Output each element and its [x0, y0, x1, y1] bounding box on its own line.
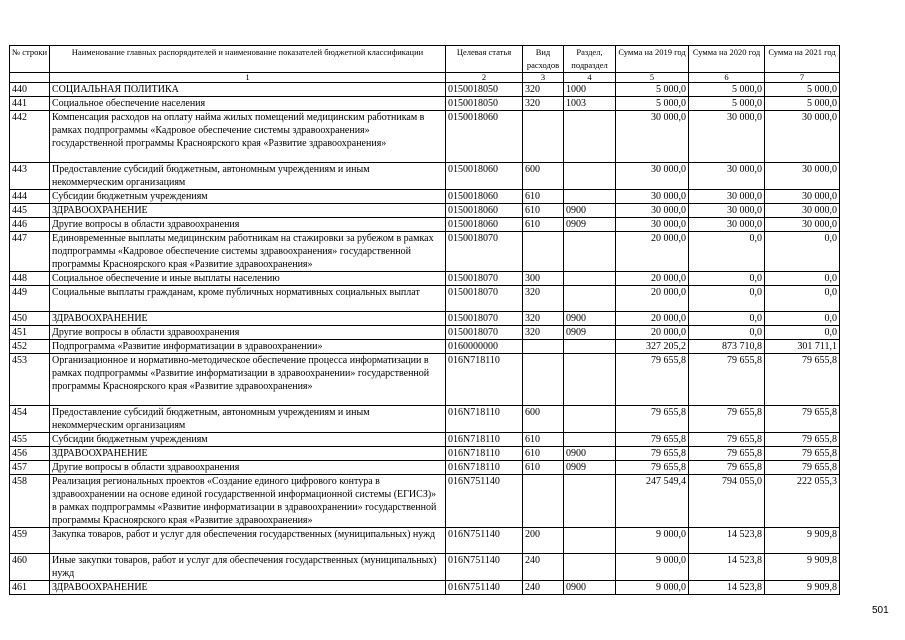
table-row — [10, 340, 840, 354]
sum-2019: 20 000,0 — [616, 312, 689, 326]
section — [564, 406, 616, 433]
section — [564, 554, 616, 581]
table-row — [10, 354, 840, 406]
row-number: 456 — [10, 447, 50, 461]
header-cell: № строки — [10, 46, 50, 73]
table-row — [10, 83, 840, 97]
header-cell: Сумма на 2021 год — [765, 46, 840, 73]
sum-2021: 79 655,8 — [765, 354, 840, 406]
sum-2019: 20 000,0 — [616, 286, 689, 312]
section: 1003 — [564, 97, 616, 111]
sum-2020: 0,0 — [689, 286, 765, 312]
column-index-row — [10, 73, 840, 83]
row-number: 451 — [10, 326, 50, 340]
expense-type — [523, 340, 564, 354]
target-article: 0150018050 — [446, 83, 523, 97]
sum-2021: 0,0 — [765, 326, 840, 340]
sum-2020: 30 000,0 — [689, 204, 765, 218]
row-name: Субсидии бюджетным учреждениям — [50, 433, 446, 447]
row-name: ЗДРАВООХРАНЕНИЕ — [50, 312, 446, 326]
expense-type — [523, 475, 564, 528]
section: 0909 — [564, 461, 616, 475]
index-cell: 1 — [50, 73, 446, 83]
sum-2019: 9 000,0 — [616, 581, 689, 595]
section — [564, 475, 616, 528]
table-row — [10, 190, 840, 204]
sum-2021: 222 055,3 — [765, 475, 840, 528]
sum-2019: 9 000,0 — [616, 554, 689, 581]
target-article: 0150018060 — [446, 218, 523, 232]
sum-2019: 79 655,8 — [616, 433, 689, 447]
target-article: 0150018070 — [446, 272, 523, 286]
sum-2019: 79 655,8 — [616, 461, 689, 475]
header-cell: Целевая статья — [446, 46, 523, 73]
table-row — [10, 111, 840, 163]
sum-2021: 0,0 — [765, 286, 840, 312]
sum-2021: 30 000,0 — [765, 204, 840, 218]
sum-2019: 30 000,0 — [616, 190, 689, 204]
sum-2019: 79 655,8 — [616, 354, 689, 406]
sum-2021: 79 655,8 — [765, 433, 840, 447]
target-article: 016N751140 — [446, 581, 523, 595]
header-cell: Наименование главных распорядителей и наименование показателей бюджетной классификации — [50, 46, 446, 73]
sum-2020: 79 655,8 — [689, 406, 765, 433]
sum-2020: 30 000,0 — [689, 111, 765, 163]
row-number: 444 — [10, 190, 50, 204]
sum-2021: 9 909,8 — [765, 528, 840, 554]
row-number: 458 — [10, 475, 50, 528]
target-article: 0150018070 — [446, 286, 523, 312]
row-number: 450 — [10, 312, 50, 326]
target-article: 0150018060 — [446, 163, 523, 190]
expense-type: 610 — [523, 447, 564, 461]
expense-type: 300 — [523, 272, 564, 286]
row-number: 446 — [10, 218, 50, 232]
sum-2019: 30 000,0 — [616, 111, 689, 163]
row-name: Предоставление субсидий бюджетным, автономным учреждениям и иным некоммерческим организациям — [50, 163, 446, 190]
target-article: 0150018060 — [446, 111, 523, 163]
sum-2021: 0,0 — [765, 312, 840, 326]
row-name: Закупка товаров, работ и услуг для обеспечения государственных (муниципальных) нужд — [50, 528, 446, 554]
budget-table — [9, 45, 840, 595]
sum-2020: 79 655,8 — [689, 354, 765, 406]
target-article: 016N751140 — [446, 554, 523, 581]
expense-type: 320 — [523, 312, 564, 326]
table-row — [10, 528, 840, 554]
expense-type: 600 — [523, 406, 564, 433]
row-name: Другие вопросы в области здравоохранения — [50, 326, 446, 340]
sum-2021: 30 000,0 — [765, 163, 840, 190]
sum-2019: 30 000,0 — [616, 204, 689, 218]
sum-2020: 79 655,8 — [689, 433, 765, 447]
row-name: Реализация региональных проектов «Создание единого цифрового контура в здравоохранении на основе единой государственной информационной системы (ЕГИСЗ)» в рамках подпрограммы «Развитие информатизации в здравоохранении» государственной программы Красноярского края «Развитие здравоохранения» — [50, 475, 446, 528]
row-name: Единовременные выплаты медицинским работникам на стажировки за рубежом в рамках подпрограммы «Кадровое обеспечение системы здравоохранения» государственной программы Красноярского края «Развитие здравоохранения» — [50, 232, 446, 272]
header-cell: Сумма на 2019 год — [616, 46, 689, 73]
header-cell: Сумма на 2020 год — [689, 46, 765, 73]
table-row — [10, 326, 840, 340]
index-cell: 5 — [616, 73, 689, 83]
table-row — [10, 286, 840, 312]
sum-2020: 794 055,0 — [689, 475, 765, 528]
row-name: Другие вопросы в области здравоохранения — [50, 218, 446, 232]
table-row — [10, 218, 840, 232]
sum-2020: 0,0 — [689, 326, 765, 340]
row-number: 461 — [10, 581, 50, 595]
sum-2021: 9 909,8 — [765, 554, 840, 581]
expense-type: 240 — [523, 581, 564, 595]
row-number: 455 — [10, 433, 50, 447]
sum-2019: 20 000,0 — [616, 232, 689, 272]
table-row — [10, 581, 840, 595]
section — [564, 111, 616, 163]
header-cell: Раздел, подраздел — [564, 46, 616, 73]
table-row — [10, 475, 840, 528]
row-name: ЗДРАВООХРАНЕНИЕ — [50, 447, 446, 461]
row-name: Другие вопросы в области здравоохранения — [50, 461, 446, 475]
target-article: 0160000000 — [446, 340, 523, 354]
sum-2021: 0,0 — [765, 272, 840, 286]
row-number: 453 — [10, 354, 50, 406]
row-number: 460 — [10, 554, 50, 581]
sum-2020: 0,0 — [689, 312, 765, 326]
section — [564, 286, 616, 312]
row-name: ЗДРАВООХРАНЕНИЕ — [50, 581, 446, 595]
row-number: 447 — [10, 232, 50, 272]
table-row — [10, 163, 840, 190]
section — [564, 163, 616, 190]
target-article: 0150018070 — [446, 326, 523, 340]
table-row — [10, 312, 840, 326]
index-cell — [10, 73, 50, 83]
row-name: Организационное и нормативно-методическое обеспечение процесса информатизации в рамках подпрограммы «Развитие информатизации в здравоохранении» государственной программы Красноярского края «Развитие здравоохранения» — [50, 354, 446, 406]
row-name: Подпрограмма «Развитие информатизации в здравоохранении» — [50, 340, 446, 354]
row-number: 457 — [10, 461, 50, 475]
sum-2021: 5 000,0 — [765, 83, 840, 97]
expense-type: 610 — [523, 204, 564, 218]
sum-2019: 247 549,4 — [616, 475, 689, 528]
row-name: Компенсация расходов на оплату найма жилых помещений медицинским работникам в рамках подпрограммы «Кадровое обеспечение системы здравоохранения» государственной программы Красноярского края «Развитие здравоохранения» — [50, 111, 446, 163]
section: 0900 — [564, 581, 616, 595]
table-row — [10, 433, 840, 447]
sum-2020: 30 000,0 — [689, 218, 765, 232]
expense-type: 320 — [523, 326, 564, 340]
target-article: 016N718110 — [446, 447, 523, 461]
target-article: 0150018070 — [446, 232, 523, 272]
section — [564, 433, 616, 447]
index-cell: 3 — [523, 73, 564, 83]
row-number: 440 — [10, 83, 50, 97]
table-row — [10, 272, 840, 286]
sum-2021: 0,0 — [765, 232, 840, 272]
expense-type: 610 — [523, 190, 564, 204]
sum-2019: 9 000,0 — [616, 528, 689, 554]
sum-2020: 79 655,8 — [689, 447, 765, 461]
index-cell: 6 — [689, 73, 765, 83]
sum-2019: 5 000,0 — [616, 83, 689, 97]
header-row — [10, 46, 840, 73]
expense-type: 610 — [523, 218, 564, 232]
row-number: 441 — [10, 97, 50, 111]
target-article: 0150018050 — [446, 97, 523, 111]
target-article: 016N718110 — [446, 433, 523, 447]
section — [564, 232, 616, 272]
sum-2019: 327 205,2 — [616, 340, 689, 354]
sum-2019: 79 655,8 — [616, 406, 689, 433]
section — [564, 272, 616, 286]
target-article: 016N751140 — [446, 528, 523, 554]
expense-type: 610 — [523, 461, 564, 475]
target-article: 016N718110 — [446, 406, 523, 433]
sum-2019: 20 000,0 — [616, 272, 689, 286]
table-row — [10, 554, 840, 581]
sum-2021: 79 655,8 — [765, 406, 840, 433]
sum-2020: 5 000,0 — [689, 83, 765, 97]
row-number: 452 — [10, 340, 50, 354]
expense-type: 200 — [523, 528, 564, 554]
row-number: 443 — [10, 163, 50, 190]
row-number: 459 — [10, 528, 50, 554]
sum-2021: 9 909,8 — [765, 581, 840, 595]
sum-2021: 5 000,0 — [765, 97, 840, 111]
expense-type: 320 — [523, 83, 564, 97]
row-number: 448 — [10, 272, 50, 286]
section — [564, 528, 616, 554]
sum-2021: 79 655,8 — [765, 447, 840, 461]
row-name: Социальное обеспечение и иные выплаты населению — [50, 272, 446, 286]
index-cell: 4 — [564, 73, 616, 83]
row-name: Субсидии бюджетным учреждениям — [50, 190, 446, 204]
section — [564, 354, 616, 406]
section: 0900 — [564, 204, 616, 218]
expense-type: 320 — [523, 97, 564, 111]
expense-type — [523, 111, 564, 163]
sum-2019: 30 000,0 — [616, 163, 689, 190]
target-article: 0150018060 — [446, 190, 523, 204]
sum-2021: 79 655,8 — [765, 461, 840, 475]
target-article: 016N718110 — [446, 354, 523, 406]
section: 0909 — [564, 326, 616, 340]
sum-2019: 20 000,0 — [616, 326, 689, 340]
sum-2020: 5 000,0 — [689, 97, 765, 111]
page-number: 501 — [872, 605, 889, 616]
row-number: 442 — [10, 111, 50, 163]
expense-type — [523, 232, 564, 272]
index-cell: 2 — [446, 73, 523, 83]
sum-2020: 30 000,0 — [689, 163, 765, 190]
target-article: 016N718110 — [446, 461, 523, 475]
sum-2020: 14 523,8 — [689, 554, 765, 581]
header-cell: Вид расходов — [523, 46, 564, 73]
sum-2019: 79 655,8 — [616, 447, 689, 461]
target-article: 0150018070 — [446, 312, 523, 326]
index-cell: 7 — [765, 73, 840, 83]
row-number: 454 — [10, 406, 50, 433]
table-row — [10, 232, 840, 272]
table-row — [10, 97, 840, 111]
row-name: СОЦИАЛЬНАЯ ПОЛИТИКА — [50, 83, 446, 97]
sum-2021: 301 711,1 — [765, 340, 840, 354]
sum-2020: 0,0 — [689, 272, 765, 286]
sum-2019: 30 000,0 — [616, 218, 689, 232]
sum-2020: 873 710,8 — [689, 340, 765, 354]
row-name: Социальное обеспечение населения — [50, 97, 446, 111]
sum-2021: 30 000,0 — [765, 190, 840, 204]
sum-2020: 14 523,8 — [689, 581, 765, 595]
sum-2021: 30 000,0 — [765, 111, 840, 163]
sum-2020: 79 655,8 — [689, 461, 765, 475]
table-row — [10, 406, 840, 433]
table-row — [10, 461, 840, 475]
expense-type: 240 — [523, 554, 564, 581]
expense-type: 600 — [523, 163, 564, 190]
expense-type: 320 — [523, 286, 564, 312]
row-name: ЗДРАВООХРАНЕНИЕ — [50, 204, 446, 218]
row-number: 449 — [10, 286, 50, 312]
section: 0900 — [564, 312, 616, 326]
section: 0900 — [564, 447, 616, 461]
section — [564, 190, 616, 204]
row-name: Предоставление субсидий бюджетным, автономным учреждениям и иным некоммерческим организациям — [50, 406, 446, 433]
table-row — [10, 447, 840, 461]
expense-type: 610 — [523, 433, 564, 447]
row-name: Иные закупки товаров, работ и услуг для обеспечения государственных (муниципальных) нужд — [50, 554, 446, 581]
sum-2020: 30 000,0 — [689, 190, 765, 204]
row-number: 445 — [10, 204, 50, 218]
target-article: 016N751140 — [446, 475, 523, 528]
sum-2019: 5 000,0 — [616, 97, 689, 111]
sum-2021: 30 000,0 — [765, 218, 840, 232]
target-article: 0150018060 — [446, 204, 523, 218]
table-row — [10, 204, 840, 218]
section — [564, 340, 616, 354]
sum-2020: 0,0 — [689, 232, 765, 272]
sum-2020: 14 523,8 — [689, 528, 765, 554]
section: 1000 — [564, 83, 616, 97]
expense-type — [523, 354, 564, 406]
row-name: Социальные выплаты гражданам, кроме публичных нормативных социальных выплат — [50, 286, 446, 312]
section: 0909 — [564, 218, 616, 232]
